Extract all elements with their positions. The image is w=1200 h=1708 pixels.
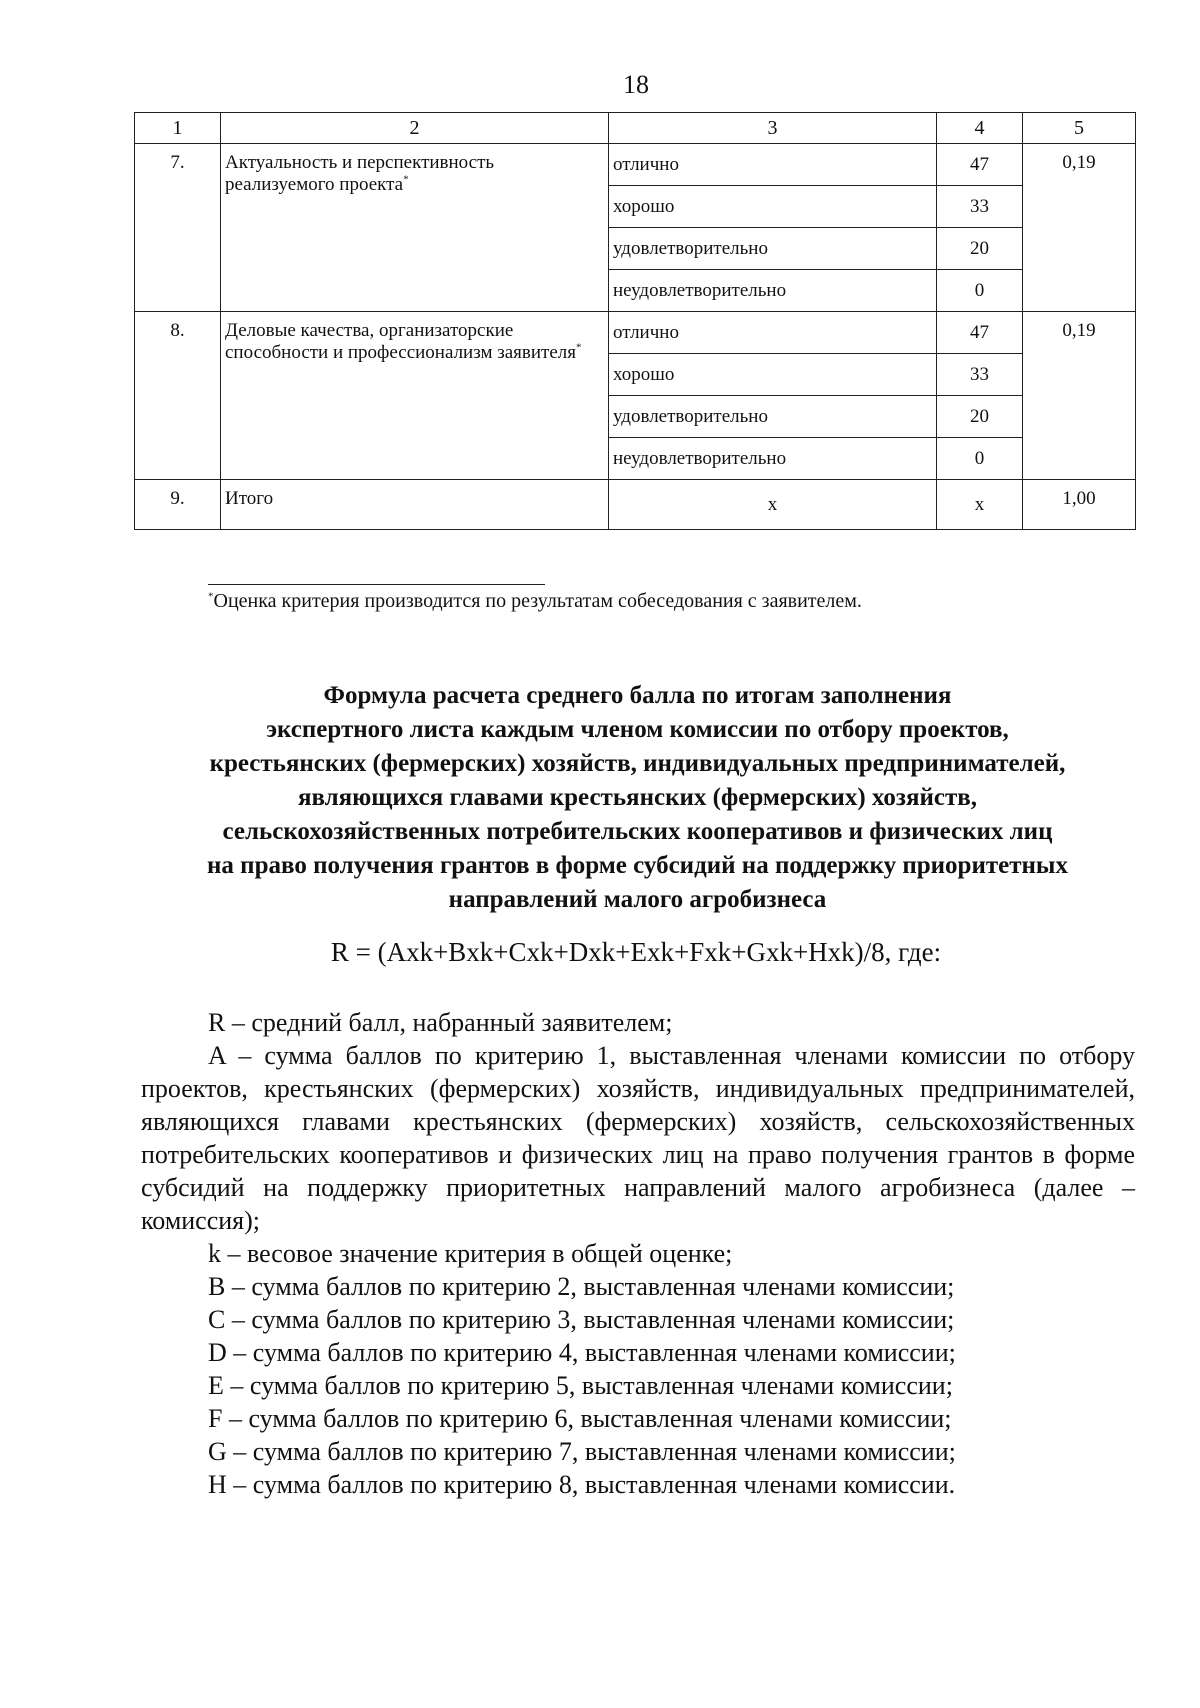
heading-line: на право получения грантов в форме субсидий на поддержку приоритетных <box>207 852 1068 879</box>
definition-item: D – сумма баллов по критерию 4, выставленная членами комиссии; <box>208 1338 956 1367</box>
total-number: 9. <box>135 480 221 530</box>
total-weight: 1,00 <box>1023 480 1136 530</box>
total-col4: х <box>937 480 1023 530</box>
table-row <box>135 144 1136 186</box>
grade-label: удовлетворительно <box>609 396 937 438</box>
grade-score: 47 <box>937 144 1023 186</box>
table-row <box>135 312 1136 354</box>
grade-score: 33 <box>937 354 1023 396</box>
definition-item: F – сумма баллов по критерию 6, выставленная членами комиссии; <box>208 1404 952 1433</box>
definition-item: A – сумма баллов по критерию 1, выставленная членами комиссии по отбору проектов, крестьянских (фермерских) хозяйств, индивидуальных предпринимателей, являющихся главами крестьянских (фермерских) хозяйств, сельскохозяйственных потребительских кооперативов и физических лиц на право получения грантов в форме субсидий на поддержку приоритетных направлений малого агробизнеса (далее – комиссия); <box>141 1041 1135 1235</box>
grade-label: хорошо <box>609 186 937 228</box>
column-header: 5 <box>1023 113 1136 144</box>
heading-line: направлений малого агробизнеса <box>448 886 827 913</box>
column-header: 3 <box>609 113 937 144</box>
definition-item: R – средний балл, набранный заявителем; <box>208 1008 673 1037</box>
definition-item: H – сумма баллов по критерию 8, выставленная членами комиссии. <box>208 1470 956 1499</box>
grade-score: 0 <box>937 270 1023 312</box>
total-label: Итого <box>221 480 609 530</box>
page-number: 18 <box>623 70 649 99</box>
table-row-total <box>135 480 1136 530</box>
heading-line: экспертного листа каждым членом комиссии по отбору проектов, <box>266 716 1009 743</box>
footnote-mark: * <box>208 590 214 603</box>
table-header-row <box>135 113 1136 144</box>
footnote-mark: * <box>403 173 409 186</box>
heading-line: крестьянских (фермерских) хозяйств, индивидуальных предпринимателей, <box>209 750 1066 777</box>
criterion-weight: 0,19 <box>1023 312 1136 480</box>
criterion-name: Актуальность и перспективность реализуемого проекта* <box>221 144 609 312</box>
total-col3: х <box>609 480 937 530</box>
grade-label: неудовлетворительно <box>609 270 937 312</box>
grade-label: отлично <box>609 312 937 354</box>
definition-item: E – сумма баллов по критерию 5, выставленная членами комиссии; <box>208 1371 953 1400</box>
criteria-table <box>134 112 1136 530</box>
definition-item: C – сумма баллов по критерию 3, выставленная членами комиссии; <box>208 1305 955 1334</box>
heading-line: Формула расчета среднего балла по итогам заполнения <box>323 682 952 709</box>
footnote-divider <box>208 584 545 585</box>
grade-label: удовлетворительно <box>609 228 937 270</box>
grade-score: 33 <box>937 186 1023 228</box>
column-header: 4 <box>937 113 1023 144</box>
criterion-number: 7. <box>135 144 221 312</box>
grade-score: 20 <box>937 228 1023 270</box>
definition-item: B – сумма баллов по критерию 2, выставленная членами комиссии; <box>208 1272 955 1301</box>
grade-score: 0 <box>937 438 1023 480</box>
grade-label: неудовлетворительно <box>609 438 937 480</box>
section-heading <box>100 679 1175 917</box>
definition-item: k – весовое значение критерия в общей оценке; <box>208 1239 733 1268</box>
column-header: 1 <box>135 113 221 144</box>
grade-score: 47 <box>937 312 1023 354</box>
criterion-number: 8. <box>135 312 221 480</box>
column-header: 2 <box>221 113 609 144</box>
grade-label: хорошо <box>609 354 937 396</box>
criterion-name: Деловые качества, организаторские способности и профессионализм заявителя* <box>221 312 609 480</box>
heading-line: сельскохозяйственных потребительских кооперативов и физических лиц <box>222 818 1053 845</box>
footnote: *Оценка критерия производится по результатам собеседования с заявителем. <box>208 590 862 612</box>
grade-score: 20 <box>937 396 1023 438</box>
criterion-weight: 0,19 <box>1023 144 1136 312</box>
formula: R = (Axk+Bxk+Cxk+Dxk+Exk+Fxk+Gxk+Hxk)/8, где: <box>330 937 942 967</box>
definition-item: G – сумма баллов по критерию 7, выставленная членами комиссии; <box>208 1437 956 1466</box>
footnote-mark: * <box>576 341 582 354</box>
grade-label: отлично <box>609 144 937 186</box>
definitions <box>141 1006 1135 1501</box>
heading-line: являющихся главами крестьянских (фермерских) хозяйств, <box>297 784 978 811</box>
